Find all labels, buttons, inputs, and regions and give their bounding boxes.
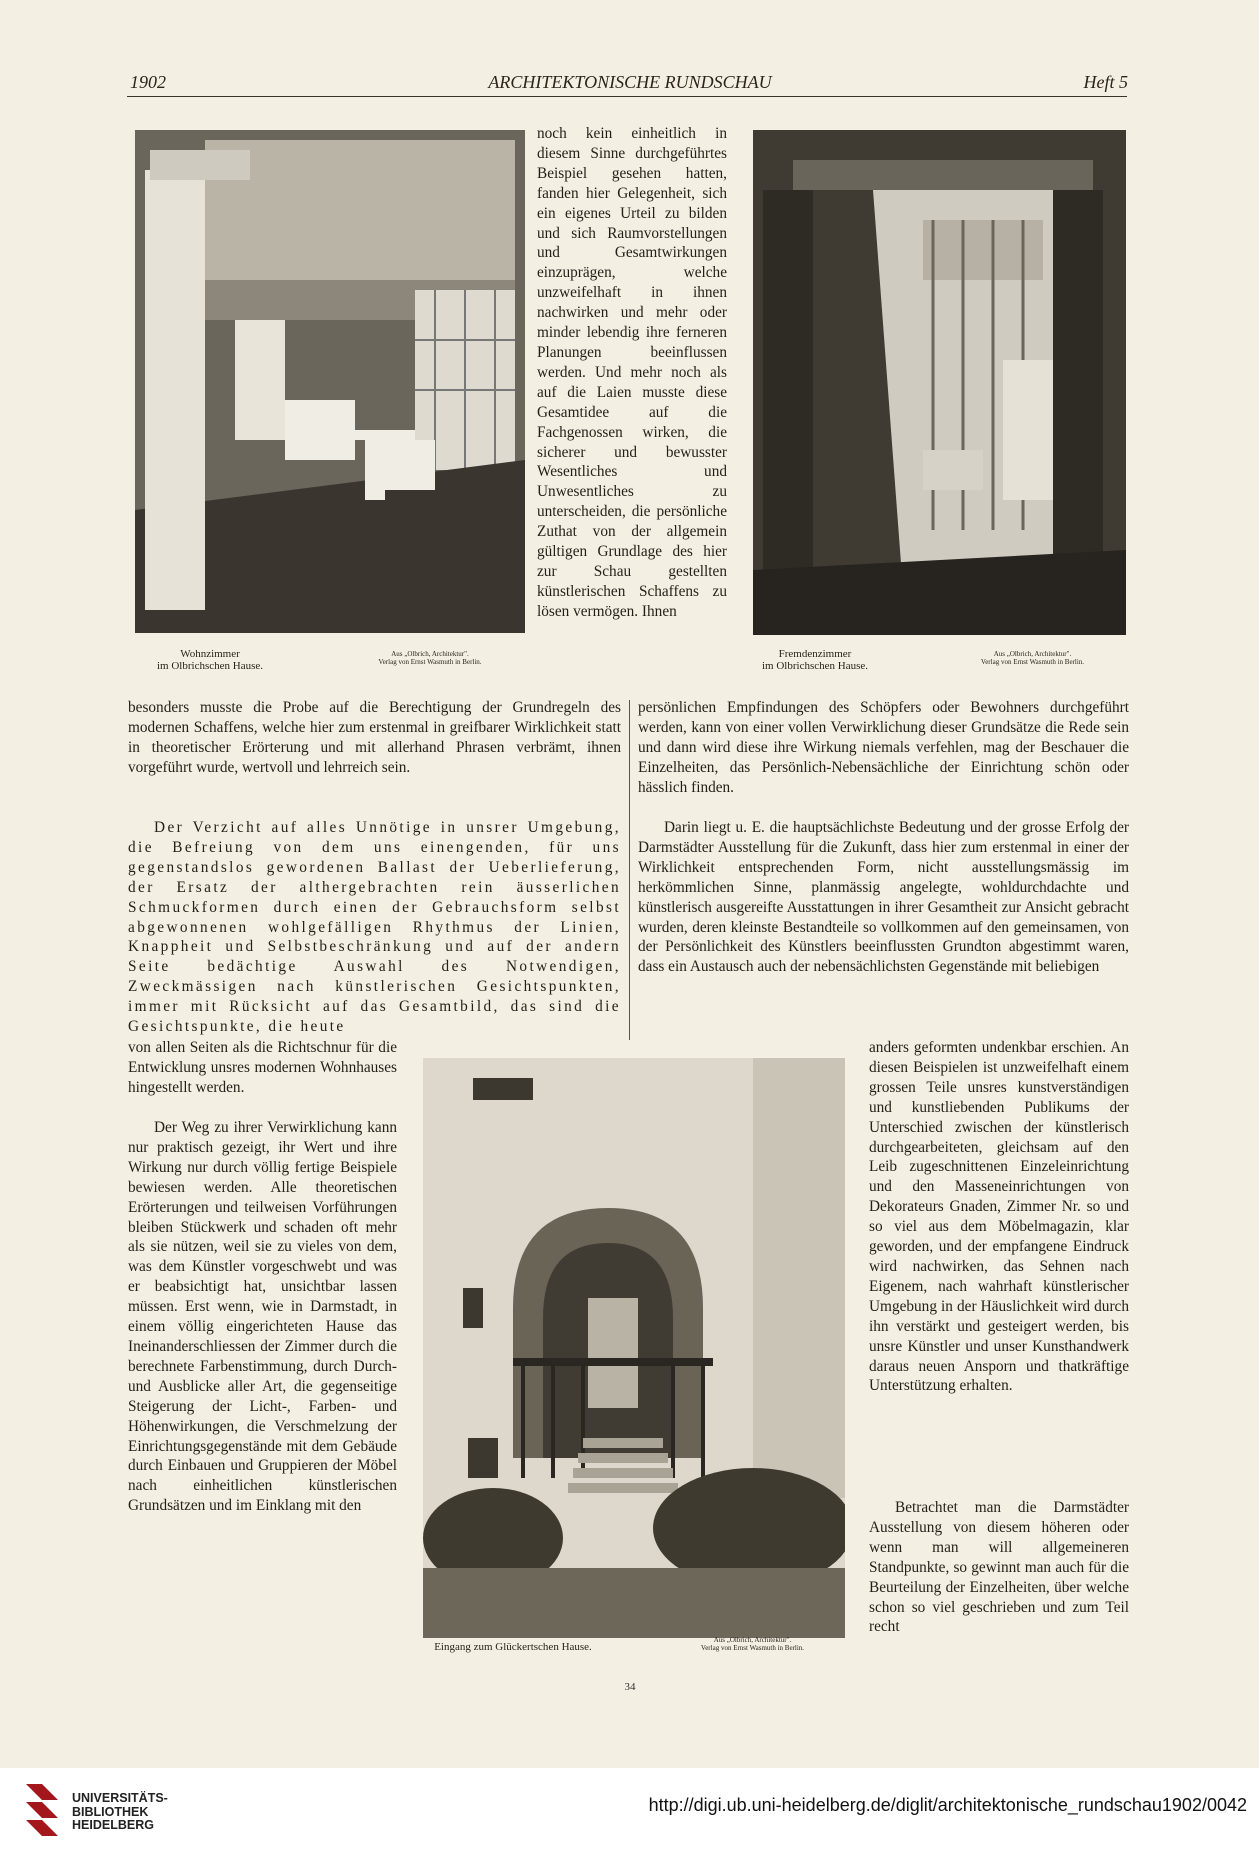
credit-eingang-2: Verlag von Ernst Wasmuth in Berlin.: [700, 1644, 805, 1652]
credit-wohnzimmer-2: Verlag von Ernst Wasmuth in Berlin.: [378, 658, 482, 666]
library-name-line-3: HEIDELBERG: [72, 1818, 154, 1832]
photo-wohnzimmer: [135, 130, 525, 633]
photo-fremdenzimmer: [753, 130, 1126, 635]
header-issue: Heft 5: [1083, 72, 1128, 92]
text-right-p2: Darin liegt u. E. die hauptsächlichste Bedeutung und der grosse Erfolg der Darmstädter Ausstellung für die Zukunft, dass hier zum erstenmal in einer der Wirklichkeit entsprechenden Form, nicht ausstellungsmässig im herkömmlichen Sinne, planmässig angelegte, wohldurchdachte und künstlerisch ausgereifte Ausstattungen in ihrer Gesamtheit zur Ansicht gebracht wurden, deren kleinste Bestandteile so vollkommen auf den gemeinsamen, von der Persönlichkeit des Künstlers beeinflussten Grundton abgestimmt waren, dass ein Austausch auch der nebensächlichsten Gegenstände mit beliebigen: [638, 819, 1129, 976]
source-url-link[interactable]: http://digi.ub.uni-heidelberg.de/diglit/architektonische_rundschau1902/0042: [648, 1795, 1247, 1815]
page-number: 34: [624, 1681, 636, 1693]
library-name-line-2: BIBLIOTHEK: [72, 1804, 149, 1819]
library-name: [72, 1792, 168, 1833]
header-journal-title: ARCHITEKTONISCHE RUNDSCHAU: [488, 72, 772, 92]
library-footer: [0, 1768, 1259, 1858]
column-divider: [629, 700, 630, 1040]
text-middle-column: noch kein einheitlich in diesem Sinne durchgeführtes Beispiel gesehen hatten, fanden hier Gelegenheit, sich ein eigenes Urteil zu bilden und sich Raumvorstellungen und Gesamtwirkungen einzuprägen, welche unzweifelhaft in ihnen nachwirken und mehr oder minder lebendig ihre ferneren Planungen beeinflussen werden. Und mehr noch als auf die Laien musste diese Gesamtidee auf die Fachgenossen wirken, die sicherer und bewusster Wesentliches und Unwesentliches zu unterscheiden, die persönliche Zuthat von der allgemein gültigen Grundlage des hier zur Schau gestellten künstlerischen Schaffens zu lösen vermögen. Ihnen: [537, 125, 727, 620]
caption-fremdenzimmer-sub: im Olbrichschen Hause.: [762, 660, 868, 672]
credit-eingang-1: Aus „Olbrich, Architektur".: [713, 1636, 792, 1644]
library-logo-icon: [22, 1782, 62, 1838]
caption-eingang-title: Eingang zum Glückertschen Hause.: [434, 1641, 592, 1653]
text-right-p1: persönlichen Empfindungen des Schöpfers oder Bewohners durchgeführt werden, kann von einer vollen Verwirklichung dieser Grundsätze die Rede sein und dann wird diese ihre Wirkung niemals verfehlen, mag der Beschauer die Einzelheiten, das Persönlich-Nebensächliche der Einrichtung schön oder hässlich finden.: [638, 699, 1129, 796]
text-left-p2-continued: von allen Seiten als die Richtschnur für die Entwicklung unsres modernen Wohnhauses hingestellt werden.: [128, 1039, 397, 1096]
text-right-p3: Betrachtet man die Darmstädter Ausstellung von diesem höheren oder wenn man will allgemeineren Standpunkte, so gewinnt man auch für die Beurteilung der Einzelheiten, über welche schon so viel geschrieben und zum Teil recht: [869, 1499, 1129, 1636]
caption-wohnzimmer-title: Wohnzimmer: [180, 648, 240, 660]
text-left-p1: besonders musste die Probe auf die Berechtigung der Grundregeln des modernen Schaffens, welche hier zum erstenmal in greifbarer Wirklichkeit statt in theoretischer Erörterung und mit allerhand Phrasen verbrämt, ihnen vorgeführt wurde, wertvoll und lehrreich sein.: [128, 699, 621, 776]
credit-wohnzimmer-1: Aus „Olbrich, Architektur".: [391, 650, 469, 658]
text-left-p3: Der Weg zu ihrer Verwirklichung kann nur praktisch gezeigt, ihr Wert und ihre Wirkung nur durch völlig fertige Beispiele bewiesen werden. Alle theoretischen Erörterungen und teilweisen Vorführungen bleiben Stückwerk und schaden oft mehr als sie nützen, weil sie zu vieles von dem, was dem Künstler vorgeschwebt und was er beabsichtigt hat, unsichtbar lassen müssen. Erst wenn, wie in Darmstadt, in einem völlig eingerichteten Hause das Ineinanderschliessen der Zimmer durch die berechnete Farbenstimmung, durch Durch- und Ausblicke aller Art, die gegenseitige Steigerung der Licht-, Farben- und Höhenwirkungen, die Verschmelzung der Einrichtungsgegenstände mit dem Gebäude durch Einbauen und Gruppieren der Möbel nach einheitlichen künstlerischen Grundsätzen und im Einklang mit den: [128, 1119, 397, 1515]
header-year: 1902: [130, 72, 166, 92]
photo-eingang: [423, 1058, 845, 1638]
header-rule: [127, 96, 1127, 97]
credit-fremdenzimmer-2: Verlag von Ernst Wasmuth in Berlin.: [980, 658, 1085, 666]
text-right-p2-continued: anders geformten undenkbar erschien. An diesen Beispielen ist unzweifelhaft einem grossen Teile unsres kunstverständigen und kunstliebenden Publikums der Unterschied zwischen der künstlerisch durchgearbeiteten, gleichsam auf den Leib zugeschnittenen Einzeleinrichtung und den Masseneinrichtungen von Dekorateurs Gnaden, Zimmer Nr. so und so viel aus dem Möbelmagazin, klar geworden, und der empfangene Eindruck wird nachwirken, das Sehnen nach Eigenem, nach wahrhaft künstlerischer Umgebung in der Häuslichkeit wird durch ihn verstärkt und gesteigert werden, bis unsre Künstler und unser Kunsthandwerk daraus neuen Ansporn und thatkräftige Unterstützung erhalten.: [869, 1039, 1129, 1395]
text-left-p2: Der Verzicht auf alles Unnötige in unsrer Umgebung, die Befreiung von dem uns einengenden, für uns gegenstandslos gewordenen Ballast der Ueberlieferung, der Ersatz der althergebrachten rein äusserlichen Schmuckformen durch einen der Gebrauchsform selbst abgewonnenen wohlgefälligen Rhythmus der Linien, Knappheit und Selbstbeschränkung und auf der andern Seite bedächtige Auswahl des Notwendigen, Zweckmässigen nach künstlerischen Gesichtspunkten, immer mit Rücksicht auf das Gesamtbild, das sind die Gesichtspunkte, die heute: [128, 819, 621, 1036]
caption-fremdenzimmer-title: Fremdenzimmer: [778, 648, 852, 660]
caption-wohnzimmer-sub: im Olbrichschen Hause.: [157, 660, 263, 672]
library-name-line-1: UNIVERSITÄTS-: [72, 1791, 168, 1805]
credit-fremdenzimmer-1: Aus „Olbrich, Architektur".: [993, 650, 1072, 658]
